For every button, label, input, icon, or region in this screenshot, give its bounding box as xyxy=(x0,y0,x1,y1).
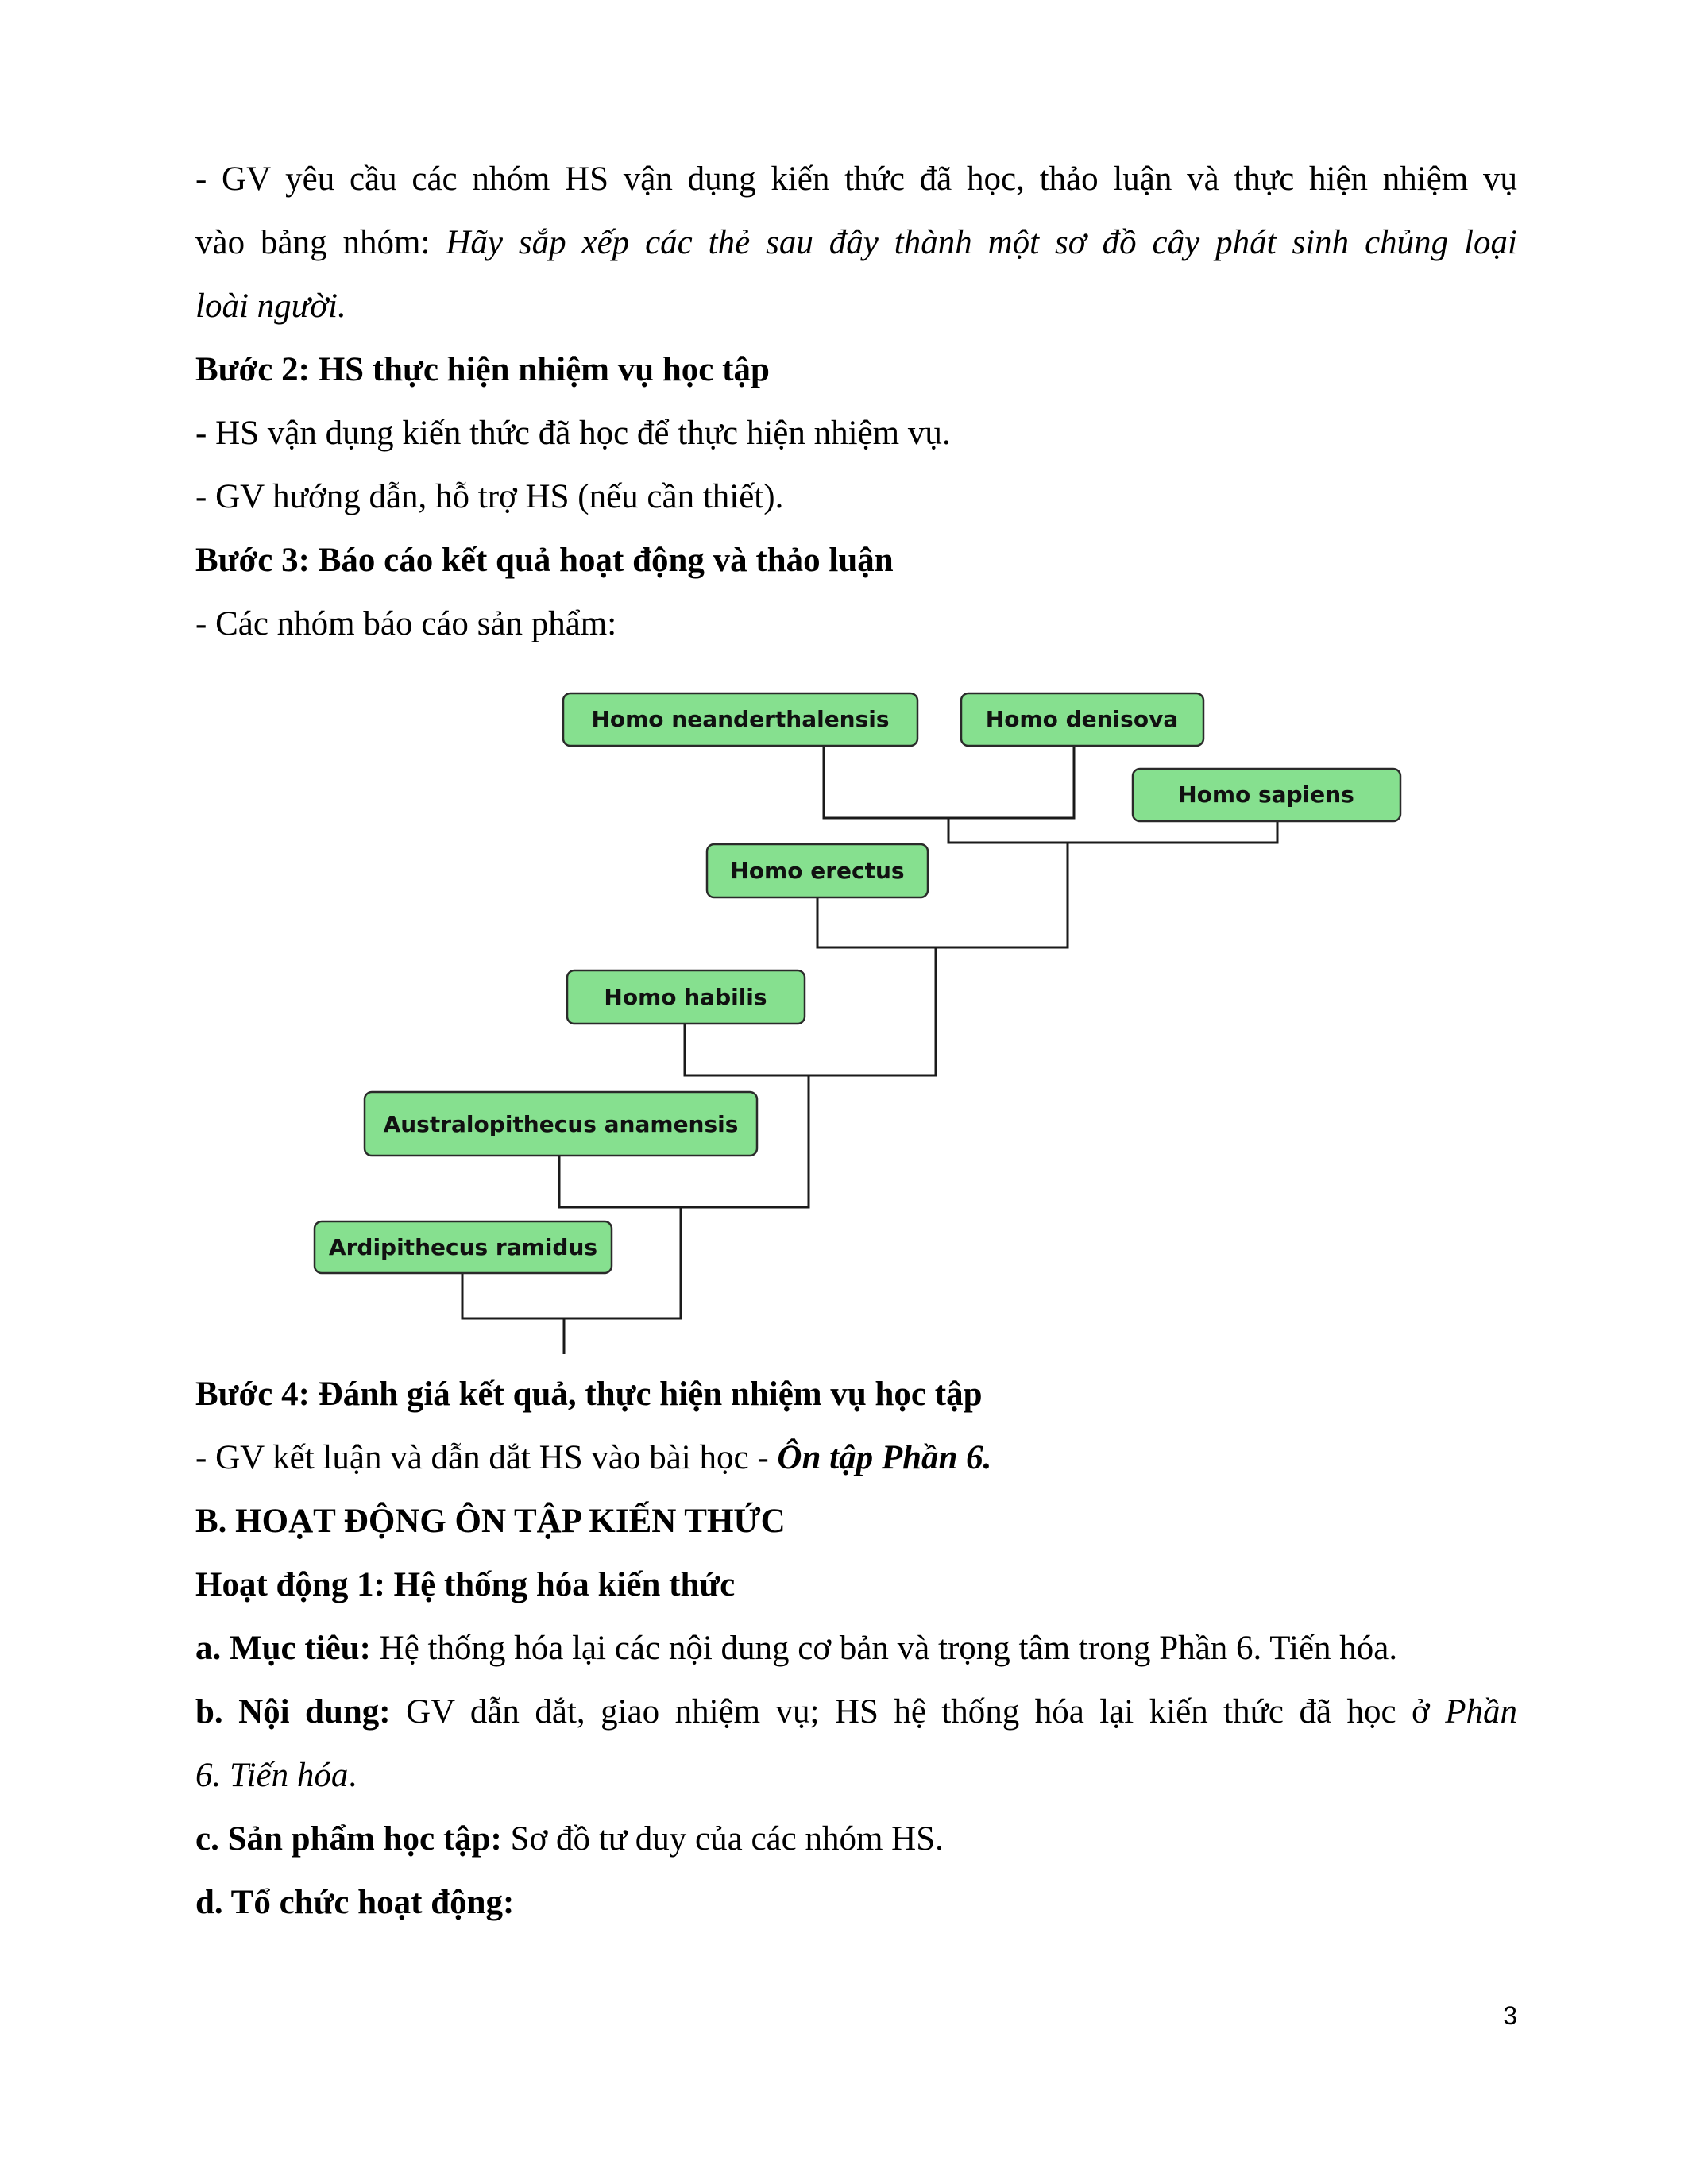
step2-item-2: - GV hướng dẫn, hỗ trợ HS (nếu cần thiết). xyxy=(195,478,784,515)
node-homo-neanderthalensis xyxy=(563,693,917,746)
product-text: Sơ đồ tư duy của các nhóm HS. xyxy=(501,1820,944,1858)
node-label-ardipithecus-ramidus: Ardipithecus ramidus xyxy=(328,1234,598,1260)
content-text: GV dẫn dắt, giao nhiệm vụ; HS hệ thống hóa lại kiến thức đã học ở xyxy=(390,1693,1446,1731)
task-instruction-prefix: vào bảng nhóm: xyxy=(195,224,446,261)
node-label-homo-neanderthalensis: Homo neanderthalensis xyxy=(591,706,890,732)
step3-item-1: - Các nhóm báo cáo sản phẩm: xyxy=(195,605,617,642)
node-label-homo-erectus: Homo erectus xyxy=(730,858,905,884)
task-instruction-italic-end: loài người. xyxy=(195,287,346,325)
node-homo-sapiens xyxy=(1133,769,1400,821)
content-end: . xyxy=(348,1757,357,1794)
node-label-homo-sapiens: Homo sapiens xyxy=(1178,781,1354,808)
product-label: c. Sản phẩm học tập: xyxy=(195,1820,502,1858)
section-b-heading: B. HOẠT ĐỘNG ÔN TẬP KIẾN THỨC xyxy=(195,1503,786,1540)
task-instruction-line-1: - GV yêu cầu các nhóm HS vận dụng kiến thức đã học, thảo luận và thực hiện nhiệm vụ xyxy=(195,160,1517,198)
node-ardipithecus-ramidus xyxy=(315,1221,612,1273)
step3-heading: Bước 3: Báo cáo kết quả hoạt động và thảo luận xyxy=(195,542,894,579)
content-line-2 xyxy=(195,1754,1517,1798)
node-label-australopithecus-anamensis: Australopithecus anamensis xyxy=(383,1111,739,1137)
step4-item-text: - GV kết luận và dẫn dắt HS vào bài học - xyxy=(195,1439,778,1476)
organization-heading: d. Tổ chức hoạt động: xyxy=(195,1884,515,1921)
activity-1-heading: Hoạt động 1: Hệ thống hóa kiến thức xyxy=(195,1566,736,1603)
node-label-homo-habilis: Homo habilis xyxy=(604,984,767,1010)
step2-item-1: - HS vận dụng kiến thức đã học để thực hiện nhiệm vụ. xyxy=(195,415,951,452)
content-italic-part: Phần xyxy=(1445,1693,1517,1731)
objective-label: a. Mục tiêu: xyxy=(195,1630,371,1667)
node-homo-habilis xyxy=(567,970,805,1024)
node-homo-denisova xyxy=(961,693,1203,746)
step2-heading: Bước 2: HS thực hiện nhiệm vụ học tập xyxy=(195,351,770,388)
tree-nodes xyxy=(315,693,1400,1273)
page-number: 3 xyxy=(1503,2001,1517,2030)
content-label: b. Nội dung: xyxy=(195,1693,391,1731)
step4-heading: Bước 4: Đánh giá kết quả, thực hiện nhiệm vụ học tập xyxy=(195,1376,983,1413)
node-label-homo-denisova: Homo denisova xyxy=(985,706,1179,732)
product-line xyxy=(195,1817,1517,1862)
content-italic-continuation: 6. Tiến hóa xyxy=(195,1757,349,1794)
content-line-1 xyxy=(195,1690,1517,1734)
branch-neanderthalensis-denisova xyxy=(824,747,1074,818)
node-homo-erectus xyxy=(707,844,928,897)
step4-item-lesson-title: Ôn tập Phần 6. xyxy=(777,1439,992,1476)
step4-item-1 xyxy=(195,1436,1517,1480)
task-instruction-italic: Hãy sắp xếp các thẻ sau đây thành một sơ đồ cây phát sinh chủng loại xyxy=(446,224,1517,261)
objective-line xyxy=(195,1626,1517,1671)
objective-text: Hệ thống hóa lại các nội dung cơ bản và trọng tâm trong Phần 6. Tiến hóa. xyxy=(370,1630,1398,1667)
node-australopithecus-anamensis xyxy=(365,1092,757,1156)
